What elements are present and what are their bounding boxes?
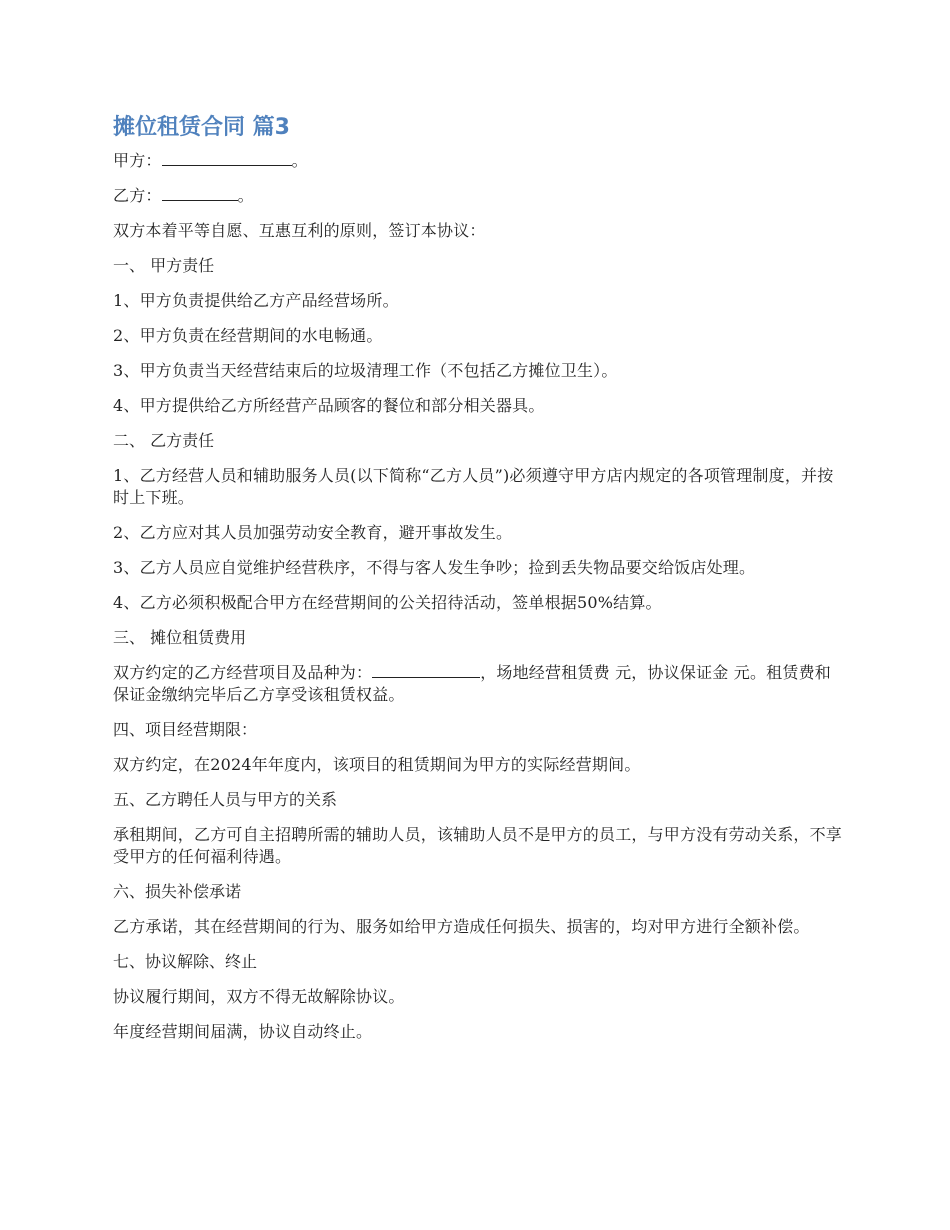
list-item: 4、乙方必须积极配合甲方在经营期间的公关招待活动，签单根据50%结算。 <box>113 593 662 612</box>
party-a-end: 。 <box>291 151 308 170</box>
term-paragraph: 双方约定，在2024年年度内，该项目的租赁期间为甲方的实际经营期间。 <box>113 755 641 774</box>
party-a-blank <box>162 151 292 166</box>
party-b-blank <box>162 186 238 201</box>
party-b-end: 。 <box>237 186 254 205</box>
list-item: 4、甲方提供给乙方所经营产品顾客的餐位和部分相关器具。 <box>113 396 545 415</box>
section-heading-termination: 七、协议解除、终止 <box>113 952 258 971</box>
list-item: 2、甲方负责在经营期间的水电畅通。 <box>113 326 383 345</box>
party-b-label: 乙方： <box>113 186 162 205</box>
party-a-label: 甲方： <box>113 151 162 170</box>
party-a-line <box>113 150 843 172</box>
intro-paragraph: 双方本着平等自愿、互惠互利的原则，签订本协议： <box>113 221 486 240</box>
party-b-line <box>113 185 843 207</box>
section-heading-party-b-duties: 二、 乙方责任 <box>113 431 215 450</box>
document-title: 摊位租赁合同 篇3 <box>113 115 290 140</box>
business-item-blank <box>372 663 480 678</box>
list-item: 3、甲方负责当天经营结束后的垃圾清理工作（不包括乙方摊位卫生）。 <box>113 361 618 380</box>
list-item: 1、乙方经营人员和辅助服务人员(以下简称“乙方人员”)必须遵守甲方店内规定的各项管理制度，并按时上下班。 <box>113 466 834 507</box>
list-item: 2、乙方应对其人员加强劳动安全教育，避开事故发生。 <box>113 523 513 542</box>
rental-fee-text-after: ，场地经营租赁费 元，协议保证金 元。租赁费和保证金缴纳完毕后乙方享受该租赁权益。 <box>113 663 831 704</box>
list-item: 年度经营期间届满，协议自动终止。 <box>113 1022 373 1041</box>
compensation-paragraph: 乙方承诺，其在经营期间的行为、服务如给甲方造成任何损失、损害的，均对甲方进行全额补偿。 <box>113 917 810 936</box>
section-heading-staff-relation: 五、乙方聘任人员与甲方的关系 <box>113 790 338 809</box>
rental-fee-paragraph <box>113 662 843 706</box>
list-item: 协议履行期间，双方不得无故解除协议。 <box>113 987 405 1006</box>
section-heading-rental-fee: 三、 摊位租赁费用 <box>113 628 247 647</box>
section-heading-term: 四、项目经营期限： <box>113 720 258 739</box>
document-page <box>113 112 843 1056</box>
list-item: 1、甲方负责提供给乙方产品经营场所。 <box>113 291 399 310</box>
section-heading-compensation: 六、损失补偿承诺 <box>113 882 242 901</box>
rental-fee-text-before: 双方约定的乙方经营项目及品种为： <box>113 663 373 682</box>
staff-relation-paragraph: 承租期间，乙方可自主招聘所需的辅助人员，该辅助人员不是甲方的员工，与甲方没有劳动关系，不享受甲方的任何福利待遇。 <box>113 825 843 866</box>
section-heading-party-a-duties: 一、 甲方责任 <box>113 256 215 275</box>
list-item: 3、乙方人员应自觉维护经营秩序，不得与客人发生争吵；捡到丢失物品要交给饭店处理。 <box>113 558 756 577</box>
